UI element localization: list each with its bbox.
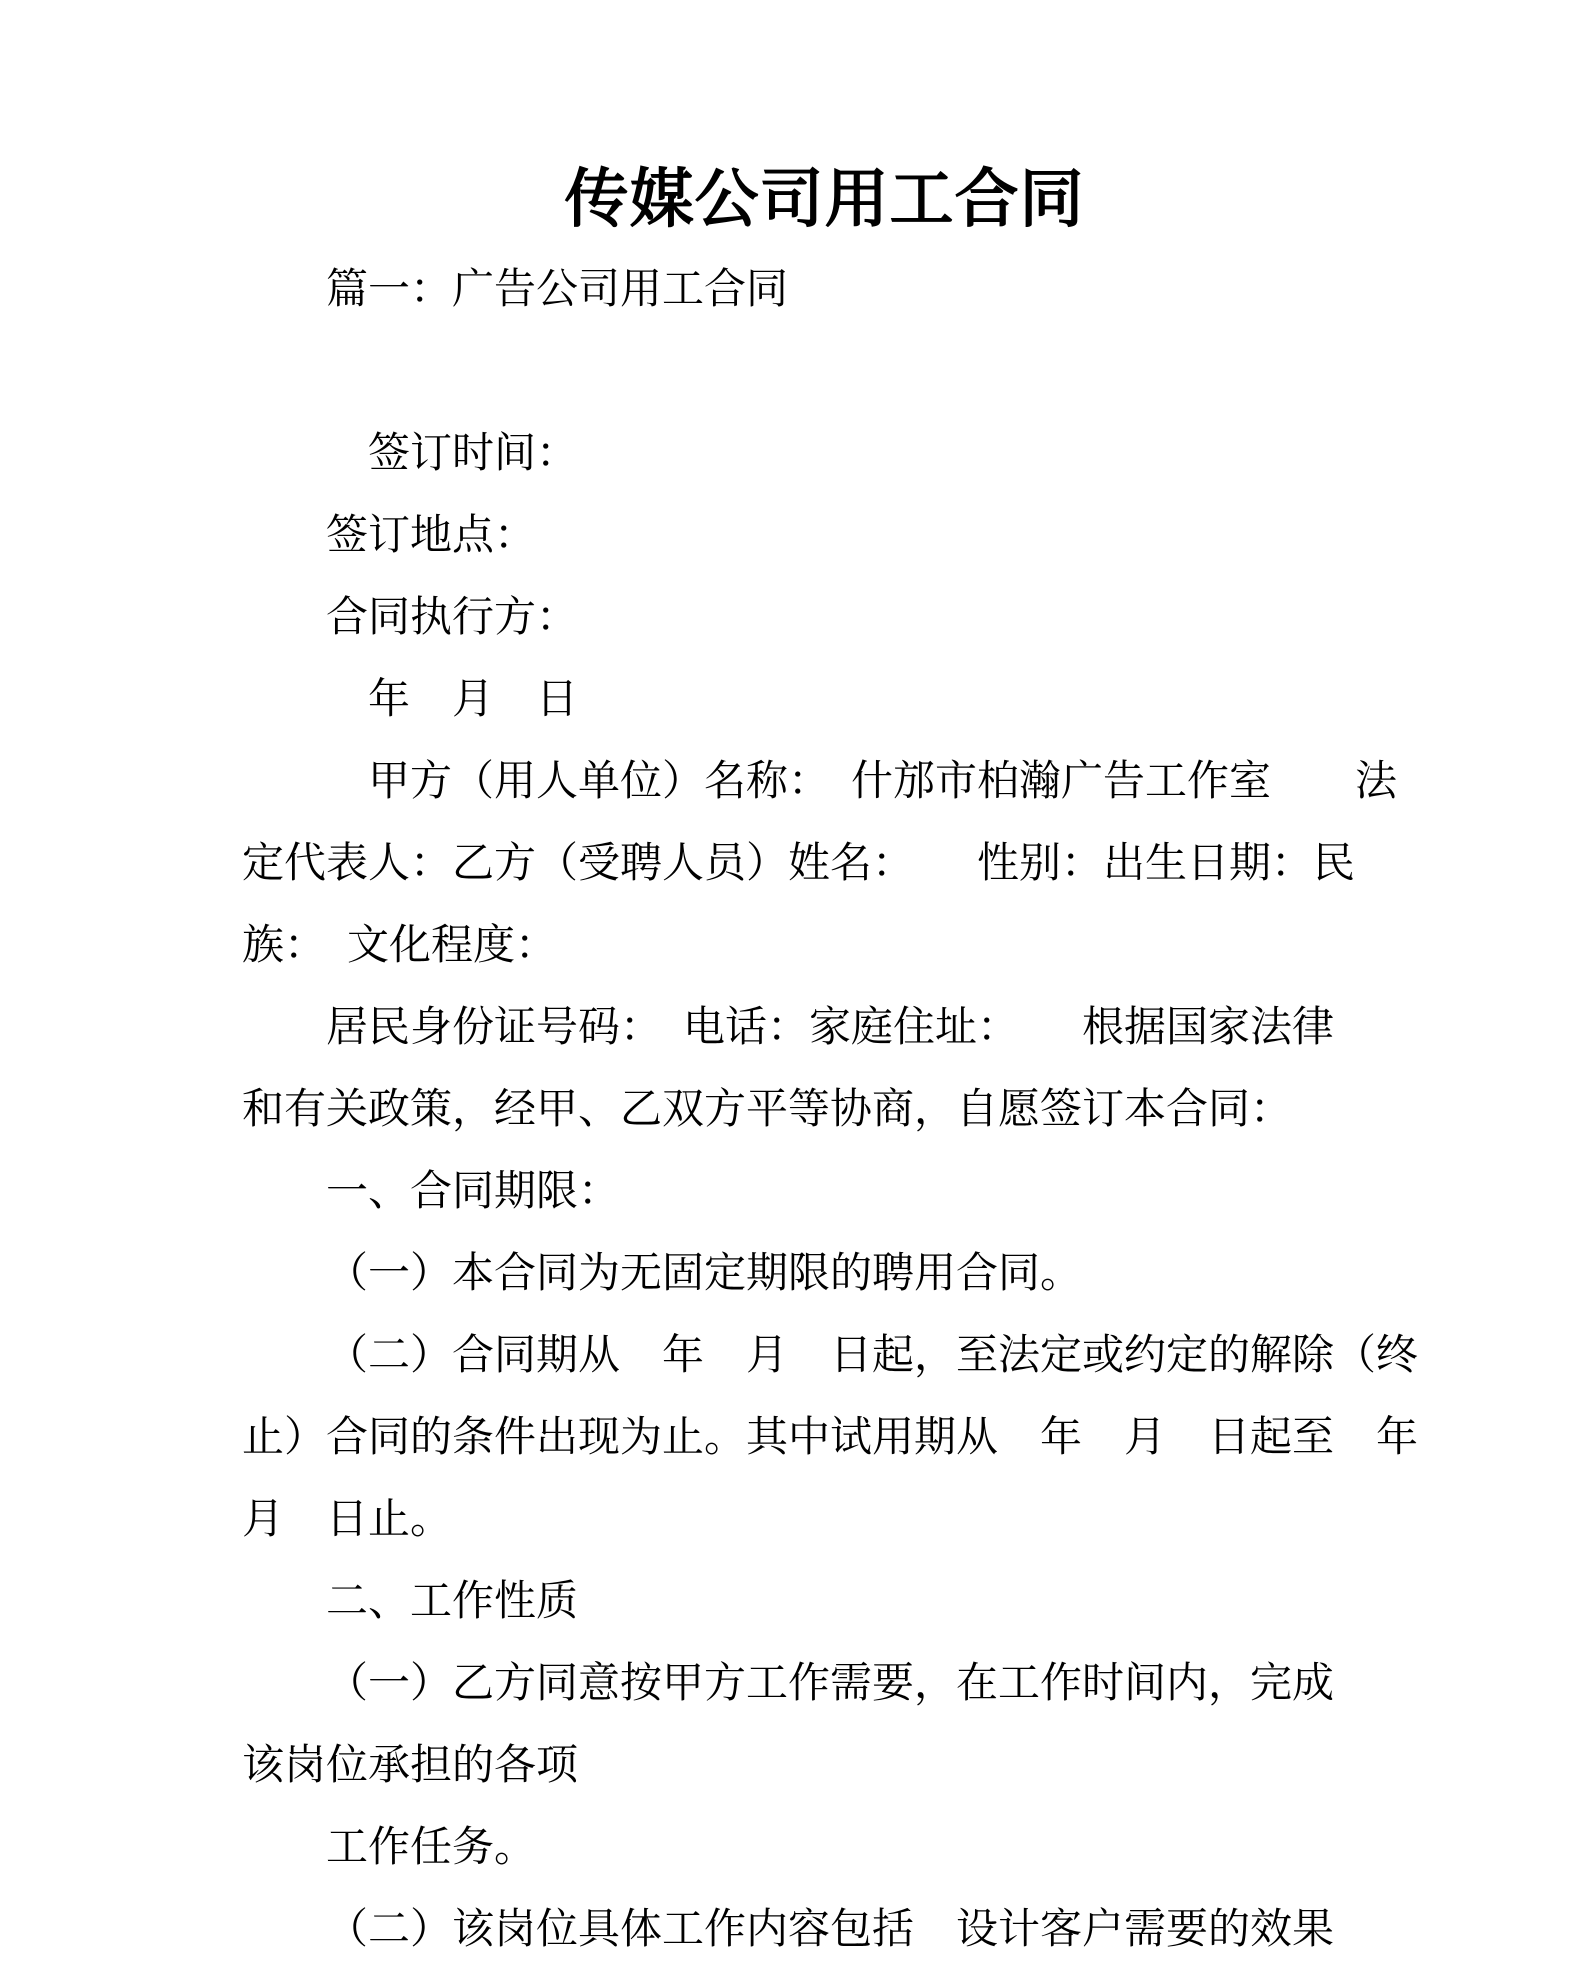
document-line: 该岗位承担的各项 [242, 1743, 579, 1789]
document-line: 定代表人：乙方（受聘人员）姓名： 性别：出生日期：民 [242, 841, 1356, 887]
document-line: （一）乙方同意按甲方工作需要，在工作时间内，完成 [326, 1661, 1335, 1707]
document-line: 族： 文化程度： [242, 923, 558, 969]
document-line: 居民身份证号码： 电话：家庭住址： 根据国家法律 [326, 1005, 1335, 1051]
document-line: 签订时间： [368, 431, 579, 477]
document-line: 和有关政策，经甲、乙双方平等协商，自愿签订本合同： [242, 1087, 1293, 1133]
document-line: 甲方（用人单位）名称： 什邡市柏瀚广告工作室 法 [368, 759, 1398, 805]
document-body [242, 249, 1419, 1971]
document-line: （二）合同期从 年 月 日起，至法定或约定的解除（终 [326, 1333, 1419, 1379]
document-line: 止）合同的条件出现为止。其中试用期从 年 月 日起至 年 [242, 1415, 1419, 1461]
document-line: 一、合同期限： [326, 1169, 621, 1215]
document-line: 月 日止。 [242, 1497, 453, 1543]
document-line: 合同执行方： [326, 595, 579, 641]
document-title: 传媒公司用工合同 [564, 164, 1085, 235]
document-line: （二）该岗位具体工作内容包括 设计客户需要的效果 [326, 1907, 1335, 1953]
document-line: 篇一：广告公司用工合同 [326, 267, 789, 313]
document-line: 年 月 日 [368, 677, 579, 723]
document-line [242, 331, 1407, 413]
document-line: 二、工作性质 [326, 1579, 579, 1625]
document-line: （一）本合同为无固定期限的聘用合同。 [326, 1251, 1083, 1297]
document-line: 工作任务。 [326, 1825, 537, 1871]
document-line: 签订地点： [326, 513, 537, 559]
